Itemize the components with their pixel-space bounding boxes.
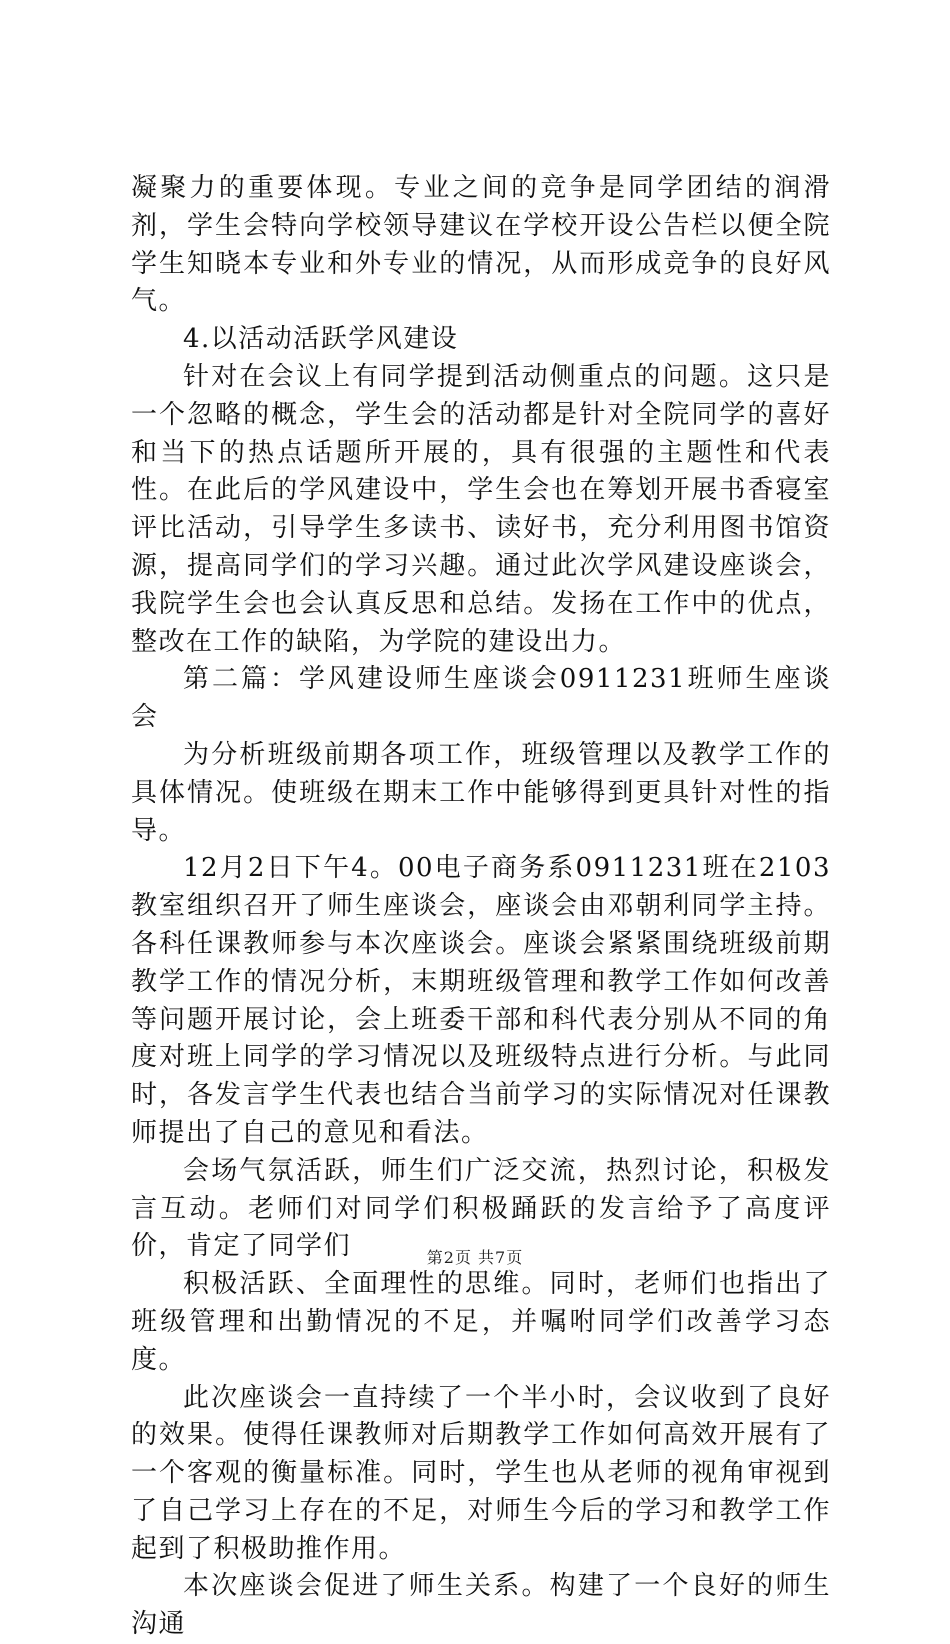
paragraph-3: 针对在会议上有同学提到活动侧重点的问题。这只是一个忽略的概念，学生会的活动都是针对全院同学的喜好和当下的热点话题所开展的，具有很强的主题性和代表性。在此后的学风建设中，学生会也在筹划开展书香寝室评比活动，引导学生多读书、读好书，充分利用图书馆资源，提高同学们的学习兴趣。通过此次学风建设座谈会，我院学生会也会认真反思和总结。发扬在工作中的优点，整改在工作的缺陷，为学院的建设出力。 (131, 361, 831, 657)
paragraph-2-heading: 4.以活动活跃学风建设 (183, 324, 459, 355)
paragraph-1: 凝聚力的重要体现。专业之间的竞争是同学团结的润滑剂，学生会特向学校领导建议在学校开设公告栏以便全院学生知晓本专业和外专业的情况，从而形成竞争的良好风气。 (131, 173, 831, 317)
page-footer: 第2页 共7页 (426, 1248, 524, 1267)
document-body (131, 170, 831, 1644)
paragraph-4-heading: 第二篇：学风建设师生座谈会0911231班师生座谈会 (131, 664, 831, 733)
paragraph-5: 为分析班级前期各项工作，班级管理以及教学工作的具体情况。使班级在期末工作中能够得到更具针对性的指导。 (131, 739, 831, 846)
paragraph-9: 此次座谈会一直持续了一个半小时，会议收到了良好的效果。使得任课教师对后期教学工作如何高效开展有了一个客观的衡量标准。同时，学生也从老师的视角审视到了自己学习上存在的不足，对师生今后的学习和教学工作起到了积极助推作用。 (131, 1382, 831, 1564)
paragraph-6: 12月2日下午4。00电子商务系0911231班在2103教室组织召开了师生座谈会，座谈会由邓朝利同学主持。各科任课教师参与本次座谈会。座谈会紧紧围绕班级前期教学工作的情况分析，末期班级管理和教学工作如何改善等问题开展讨论，会上班委干部和科代表分别从不同的角度对班上同学的学习情况以及班级特点进行分析。与此同时，各发言学生代表也结合当前学习的实际情况对任课教师提出了自己的意见和看法。 (131, 853, 831, 1148)
paragraph-7: 会场气氛活跃，师生们广泛交流，热烈讨论，积极发言互动。老师们对同学们积极踊跃的发言给予了高度评价，肯定了同学们 (131, 1155, 831, 1262)
paragraph-10: 本次座谈会促进了师生关系。构建了一个良好的师生沟通 (131, 1571, 831, 1640)
paragraph-8: 积极活跃、全面理性的思维。同时，老师们也指出了班级管理和出勤情况的不足，并嘱咐同学们改善学习态度。 (131, 1269, 831, 1375)
